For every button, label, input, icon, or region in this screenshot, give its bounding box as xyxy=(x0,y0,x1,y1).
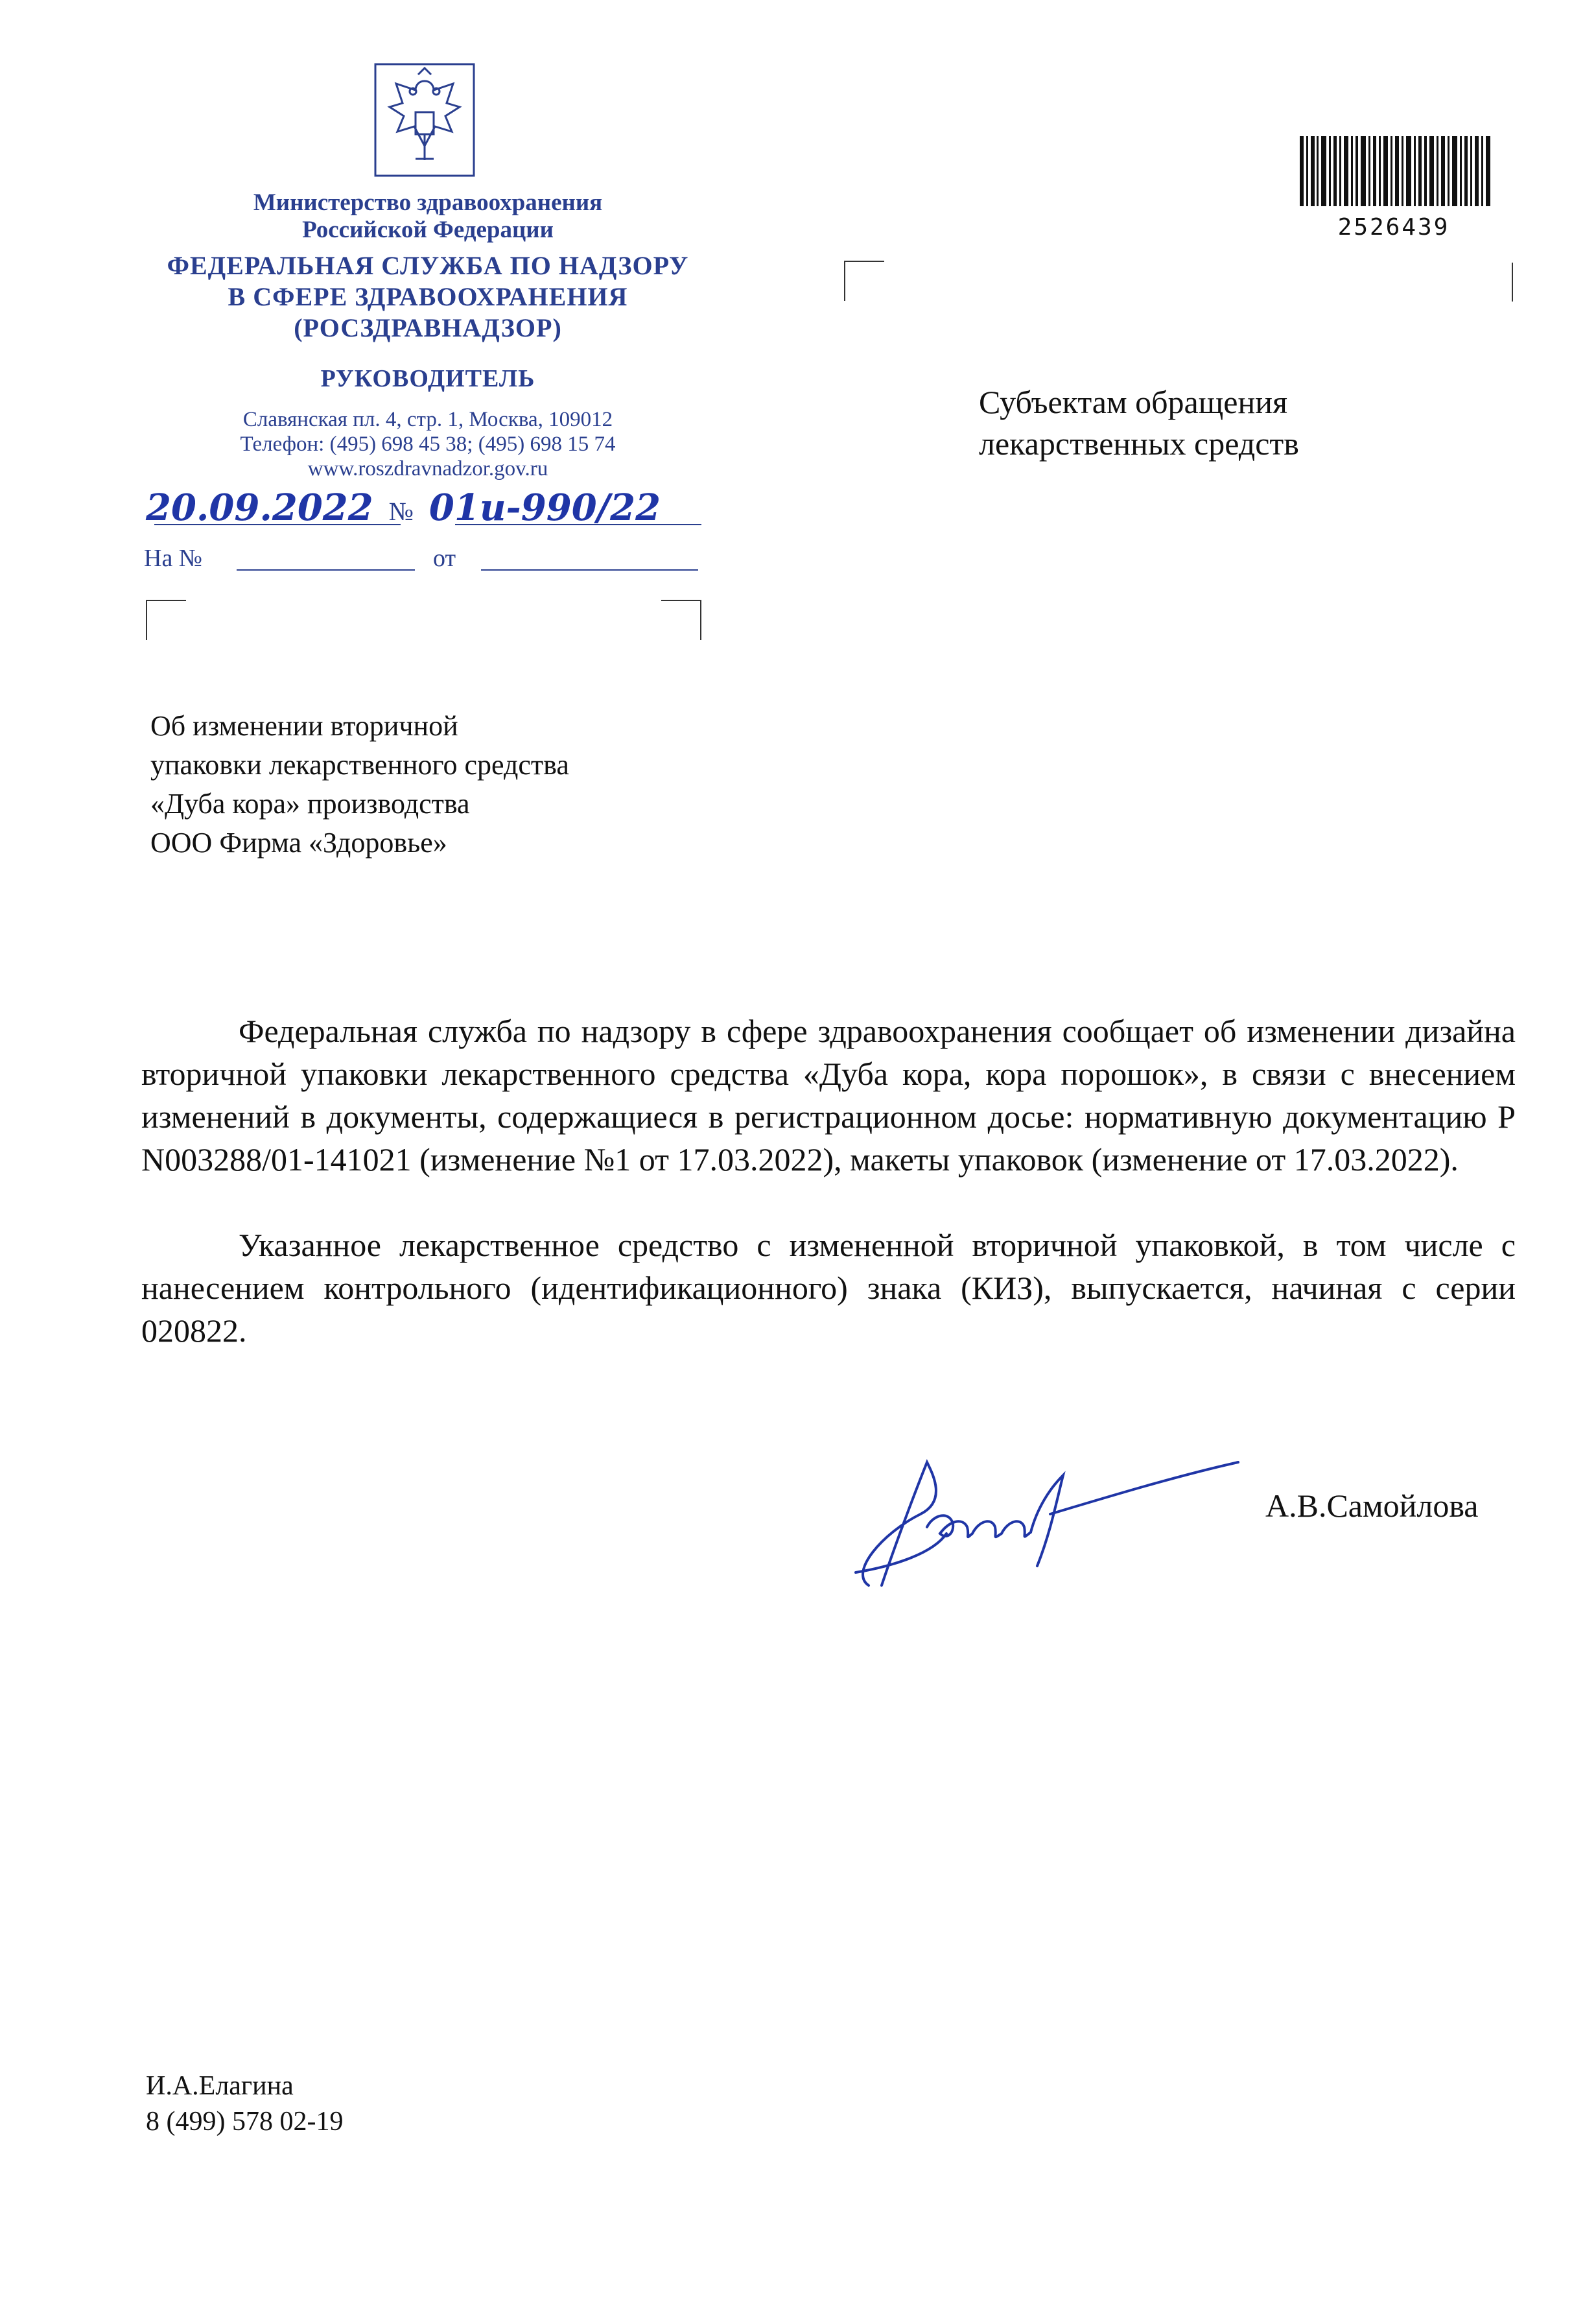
service-name xyxy=(117,250,739,344)
address: Славянская пл. 4, стр. 1, Москва, 109012 xyxy=(242,408,613,431)
service-line-1: ФЕДЕРАЛЬНАЯ СЛУЖБА ПО НАДЗОРУ xyxy=(167,251,689,280)
right-corner-mark xyxy=(661,600,701,640)
executor-name: И.А.Елагина xyxy=(146,2071,294,2101)
barcode-number: 2526439 xyxy=(1337,214,1450,241)
left-corner-mark xyxy=(146,600,186,640)
recipient xyxy=(979,381,1433,464)
reply-date-line xyxy=(481,569,698,571)
service-line-2: В СФЕРЕ ЗДРАВООХРАНЕНИЯ xyxy=(228,282,628,311)
reply-number-line xyxy=(237,569,415,571)
date-underline xyxy=(154,524,401,525)
body-paragraph-1: Федеральная служба по надзору в сфере здравоохранения сообщает об изменении дизайна вторичной упаковки лекарственного средства «Дуба кора, кора порошок», в связи с внесением изменений в документы, содержащиеся в регистрационном досье: нормативную документацию Р N003288/01-141021 (изменение №1 от 17.03.2022), макеты упаковок (изменение от 17.03.2022). xyxy=(141,1013,1516,1178)
reply-from-label: от xyxy=(433,545,456,572)
recipient-right-mark xyxy=(1512,263,1513,302)
ministry-line-1: Министерство здравоохранения xyxy=(253,189,603,216)
body-paragraph-2: Указанное лекарственное средство с измененной вторичной упаковкой, в том числе с нанесением контрольного (идентификационного) знака (КИЗ), выпускается, начиная с серии 020822. xyxy=(141,1227,1516,1349)
website: www.roszdravnadzor.gov.ru xyxy=(307,457,548,480)
registration-date: 20.09.2022 xyxy=(146,486,373,529)
number-sign: № xyxy=(388,497,414,526)
executor-phone: 8 (499) 578 02-19 xyxy=(146,2107,344,2137)
recipient-line-2: лекарственных средств xyxy=(979,425,1299,462)
address-block xyxy=(117,407,739,481)
service-line-3: (РОСЗДРАВНАДЗОР) xyxy=(294,313,562,342)
executor-block xyxy=(146,2068,600,2140)
head-title: РУКОВОДИТЕЛЬ xyxy=(320,365,535,392)
reply-to-label: На № xyxy=(144,545,203,572)
subject-line-4: ООО Фирма «Здоровье» xyxy=(150,827,447,859)
registration-number: 01и-990/22 xyxy=(428,486,661,529)
recipient-corner-mark xyxy=(844,261,884,301)
phone: Телефон: (495) 698 45 38; (495) 698 15 74 xyxy=(240,433,616,456)
signatory-name: А.В.Самойлова xyxy=(1265,1487,1479,1524)
subject-line-1: Об изменении вторичной xyxy=(150,710,458,742)
subject-line-3: «Дуба кора» производства xyxy=(150,788,470,820)
recipient-line-1: Субъектам обращения xyxy=(979,384,1287,420)
number-underline xyxy=(455,524,701,525)
ministry-line-2: Российской Федерации xyxy=(302,217,554,243)
handwritten-signature xyxy=(843,1436,1264,1605)
barcode-icon xyxy=(1300,136,1501,220)
ministry-name xyxy=(117,189,739,244)
subject-line-2: упаковки лекарственного средства xyxy=(150,749,569,781)
subject xyxy=(150,707,734,862)
coat-of-arms-icon xyxy=(373,62,476,178)
